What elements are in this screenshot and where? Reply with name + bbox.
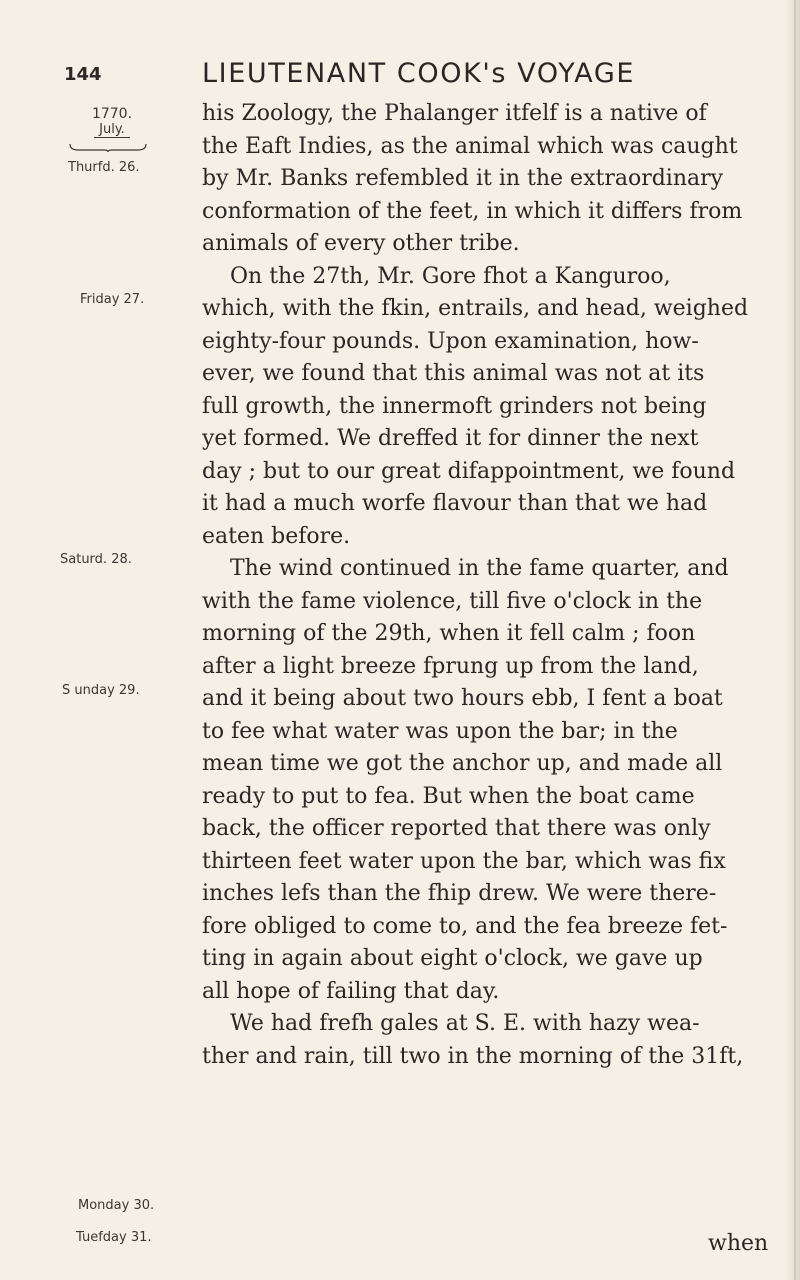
body-text — [202, 98, 754, 1073]
text-line: full growth, the innermoft grinders not being — [202, 393, 707, 419]
text-line: mean time we got the anchor up, and made all — [202, 751, 723, 776]
margin-month: July. — [94, 122, 130, 138]
text-line: to fee what water was upon the bar; in the — [202, 718, 678, 744]
text-line: eighty-four pounds. Upon examination, how- — [202, 328, 699, 354]
text-line: back, the officer reported that there was only — [202, 816, 711, 841]
text-line: by Mr. Banks refembled it in the extraordinary — [202, 166, 724, 191]
text-line: eaten before. — [202, 523, 351, 549]
text-line: his Zoology, the Phalanger itfelf is a native of — [202, 101, 707, 126]
margin-year: 1770. — [91, 106, 133, 122]
text-line: it had a much worfe flavour than that we had — [202, 491, 708, 516]
text-line: yet formed. We dreffed it for dinner the next — [202, 426, 699, 451]
text-line: thirteen feet water upon the bar, which was fix — [202, 848, 726, 874]
text-line: ther and rain, till two in the morning of the 31ft, — [202, 1043, 744, 1069]
running-head: LIEUTENANT COOK's VOYAGE — [202, 58, 635, 89]
margin-note-monday: Monday 30. — [78, 1198, 155, 1213]
text-line: The wind continued in the fame quarter, and — [230, 556, 729, 581]
text-line: all hope of failing that day. — [202, 978, 500, 1004]
text-line: after a light breeze fprung up from the land, — [202, 653, 699, 679]
margin-brace-icon — [68, 142, 148, 152]
text-line: ready to put to fea. But when the boat came — [202, 783, 695, 809]
text-line: which, with the fkin, entrails, and head, weighed — [202, 296, 749, 321]
text-line: day ; but to our great difappointment, we found — [202, 458, 736, 484]
text-line: conformation of the feet, in which it differs from — [202, 198, 743, 224]
text-line: the Eaft Indies, as the animal which was caught — [202, 133, 738, 159]
page-shadow — [786, 0, 800, 1280]
text-line: animals of every other tribe. — [202, 231, 520, 256]
text-line: morning of the 29th, when it fell calm ; foon — [202, 621, 696, 646]
text-line: ting in again about eight o'clock, we gave up — [202, 946, 703, 971]
text-line: We had frefh gales at S. E. with hazy wea- — [230, 1011, 700, 1036]
margin-notes — [0, 0, 200, 1280]
text-line: ever, we found that this animal was not at its — [202, 361, 705, 386]
margin-date-heading — [82, 106, 142, 138]
text-line: inches lefs than the fhip drew. We were there- — [202, 881, 717, 906]
text-line: with the fame violence, till five o'clock in the — [202, 588, 703, 614]
page-number: 144 — [64, 64, 102, 85]
margin-note-saturday: Saturd. 28. — [60, 552, 132, 567]
text-line: and it being about two hours ebb, I fent a boat — [202, 686, 723, 711]
margin-note-sunday: S unday 29. — [62, 683, 140, 698]
text-line: On the 27th, Mr. Gore fhot a Kanguroo, — [230, 263, 671, 289]
margin-note-tuesday: Tuefday 31. — [76, 1230, 152, 1245]
margin-note-thursday: Thurfd. 26. — [68, 160, 140, 175]
margin-note-friday: Friday 27. — [80, 292, 145, 307]
text-line: fore obliged to come to, and the fea breeze fet- — [202, 913, 728, 939]
catchword: when — [708, 1231, 769, 1256]
